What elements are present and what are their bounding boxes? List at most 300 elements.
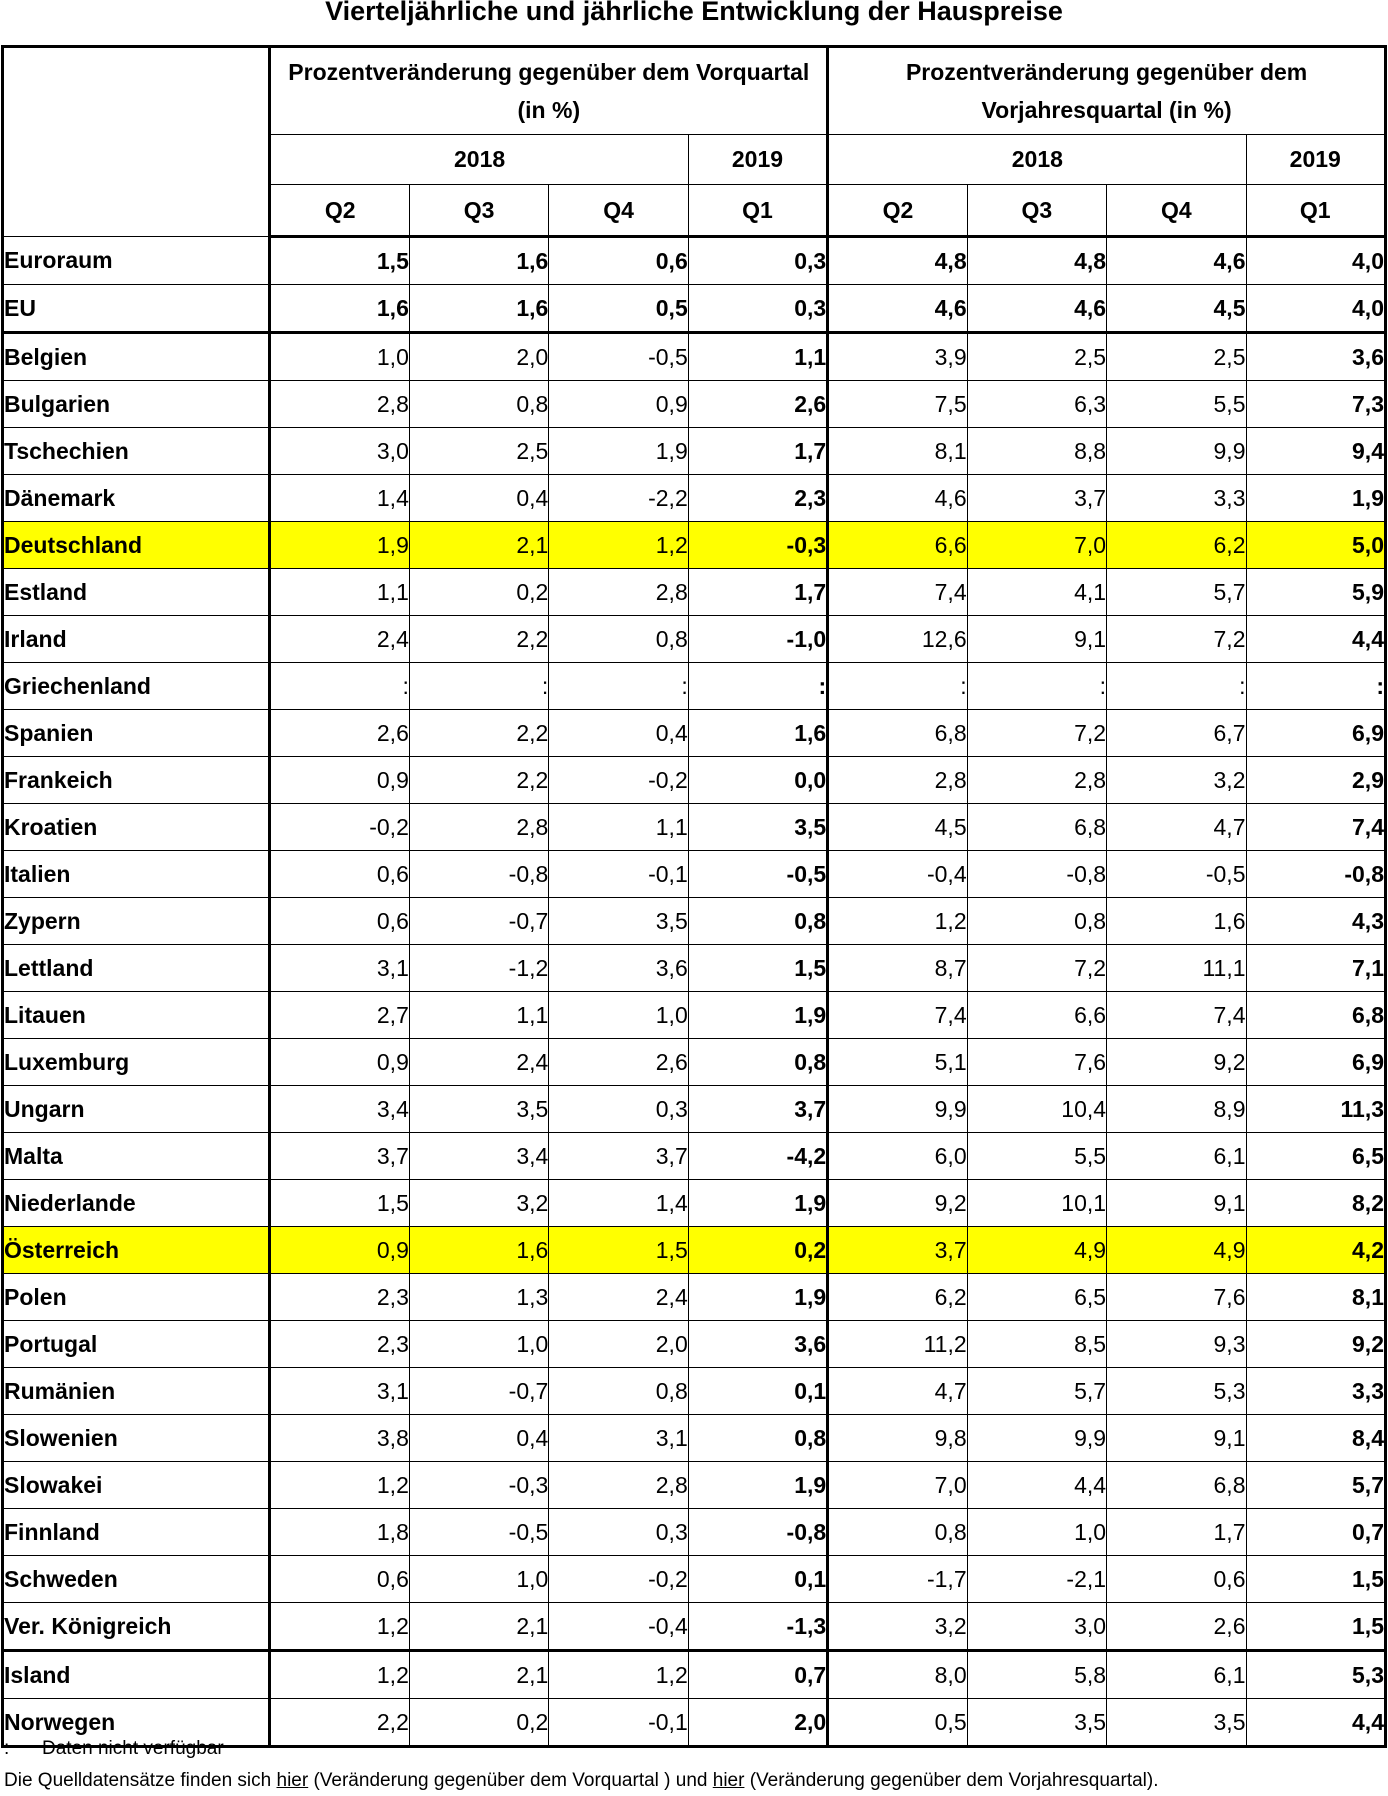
value-cell: 2,8 bbox=[828, 757, 967, 804]
footnote-source bbox=[4, 1769, 1159, 1793]
value-cell: 2,6 bbox=[549, 1039, 688, 1086]
value-cell: 3,7 bbox=[688, 1086, 827, 1133]
value-cell: -1,3 bbox=[688, 1603, 827, 1651]
value-cell: 2,1 bbox=[409, 522, 548, 569]
value-cell: 4,3 bbox=[1246, 898, 1386, 945]
value-cell: 1,1 bbox=[270, 569, 409, 616]
country-name: Slowenien bbox=[3, 1415, 270, 1462]
value-cell: 6,5 bbox=[967, 1274, 1106, 1321]
value-cell: 5,5 bbox=[1107, 381, 1246, 428]
table-row bbox=[3, 851, 1386, 898]
country-name: Malta bbox=[3, 1133, 270, 1180]
value-cell: 2,0 bbox=[688, 1699, 827, 1747]
country-name: Deutschland bbox=[3, 522, 270, 569]
year-2019-left: 2019 bbox=[688, 135, 827, 185]
value-cell: 1,5 bbox=[1246, 1603, 1386, 1651]
value-cell: : bbox=[1107, 663, 1246, 710]
value-cell: 1,7 bbox=[688, 569, 827, 616]
value-cell: -1,7 bbox=[828, 1556, 967, 1603]
value-cell: 4,8 bbox=[828, 237, 967, 285]
value-cell: -0,7 bbox=[409, 1368, 548, 1415]
quarter-header: Q1 bbox=[1246, 185, 1386, 237]
value-cell: 3,1 bbox=[549, 1415, 688, 1462]
value-cell: 3,5 bbox=[1107, 1699, 1246, 1747]
value-cell: 2,0 bbox=[409, 333, 548, 381]
value-cell: -0,3 bbox=[688, 522, 827, 569]
table-row bbox=[3, 333, 1386, 381]
value-cell: 9,1 bbox=[1107, 1415, 1246, 1462]
value-cell: 11,2 bbox=[828, 1321, 967, 1368]
value-cell: 2,8 bbox=[549, 1462, 688, 1509]
value-cell: 8,8 bbox=[967, 428, 1106, 475]
value-cell: 0,9 bbox=[270, 1227, 409, 1274]
value-cell: 8,4 bbox=[1246, 1415, 1386, 1462]
value-cell: 6,7 bbox=[1107, 710, 1246, 757]
value-cell: 2,5 bbox=[409, 428, 548, 475]
value-cell: 2,5 bbox=[967, 333, 1106, 381]
value-cell: -0,2 bbox=[549, 1556, 688, 1603]
value-cell: 0,3 bbox=[688, 285, 827, 333]
value-cell: 9,9 bbox=[967, 1415, 1106, 1462]
value-cell: 6,6 bbox=[967, 992, 1106, 1039]
value-cell: 1,8 bbox=[270, 1509, 409, 1556]
value-cell: 3,2 bbox=[409, 1180, 548, 1227]
value-cell: 4,6 bbox=[828, 475, 967, 522]
value-cell: 2,4 bbox=[409, 1039, 548, 1086]
table-row bbox=[3, 522, 1386, 569]
value-cell: 0,6 bbox=[270, 898, 409, 945]
value-cell: 2,2 bbox=[409, 757, 548, 804]
value-cell: 3,7 bbox=[967, 475, 1106, 522]
value-cell: 1,9 bbox=[1246, 475, 1386, 522]
value-cell: -0,8 bbox=[409, 851, 548, 898]
table-row bbox=[3, 428, 1386, 475]
value-cell: 9,2 bbox=[1107, 1039, 1246, 1086]
value-cell: 1,2 bbox=[549, 1651, 688, 1699]
value-cell: 5,1 bbox=[828, 1039, 967, 1086]
value-cell: : bbox=[549, 663, 688, 710]
quarter-header: Q4 bbox=[1107, 185, 1246, 237]
value-cell: 0,8 bbox=[688, 898, 827, 945]
value-cell: 2,8 bbox=[967, 757, 1106, 804]
value-cell: -0,5 bbox=[1107, 851, 1246, 898]
value-cell: 9,1 bbox=[967, 616, 1106, 663]
value-cell: 6,2 bbox=[1107, 522, 1246, 569]
value-cell: -1,2 bbox=[409, 945, 548, 992]
value-cell: 0,6 bbox=[1107, 1556, 1246, 1603]
value-cell: 1,2 bbox=[270, 1462, 409, 1509]
value-cell: -0,3 bbox=[409, 1462, 548, 1509]
value-cell: 4,1 bbox=[967, 569, 1106, 616]
value-cell: 0,9 bbox=[270, 1039, 409, 1086]
value-cell: 2,4 bbox=[270, 616, 409, 663]
table-row bbox=[3, 616, 1386, 663]
value-cell: 1,6 bbox=[1107, 898, 1246, 945]
value-cell: 1,6 bbox=[409, 1227, 548, 1274]
value-cell: -0,5 bbox=[688, 851, 827, 898]
source-text-prefix: Die Quelldatensätze finden sich bbox=[4, 1770, 277, 1791]
value-cell: 3,2 bbox=[1107, 757, 1246, 804]
value-cell: 3,0 bbox=[967, 1603, 1106, 1651]
table-row bbox=[3, 381, 1386, 428]
value-cell: 6,8 bbox=[1107, 1462, 1246, 1509]
value-cell: 9,8 bbox=[828, 1415, 967, 1462]
header-vorjahresquartal: Prozentveränderung gegenüber dem Vorjahresquartal (in %) bbox=[828, 47, 1386, 135]
value-cell: 1,4 bbox=[270, 475, 409, 522]
value-cell: 4,6 bbox=[967, 285, 1106, 333]
value-cell: 0,2 bbox=[688, 1227, 827, 1274]
country-name: Österreich bbox=[3, 1227, 270, 1274]
country-name: Norwegen bbox=[3, 1699, 270, 1747]
value-cell: 5,0 bbox=[1246, 522, 1386, 569]
value-cell: 3,0 bbox=[270, 428, 409, 475]
value-cell: : bbox=[967, 663, 1106, 710]
value-cell: 7,1 bbox=[1246, 945, 1386, 992]
value-cell: : bbox=[1246, 663, 1386, 710]
country-name: Ver. Königreich bbox=[3, 1603, 270, 1651]
value-cell: 7,5 bbox=[828, 381, 967, 428]
value-cell: -0,7 bbox=[409, 898, 548, 945]
country-name: Lettland bbox=[3, 945, 270, 992]
value-cell: 1,0 bbox=[409, 1556, 548, 1603]
table-row bbox=[3, 1180, 1386, 1227]
value-cell: 11,3 bbox=[1246, 1086, 1386, 1133]
value-cell: 3,3 bbox=[1246, 1368, 1386, 1415]
table-row bbox=[3, 1651, 1386, 1699]
value-cell: 8,1 bbox=[828, 428, 967, 475]
value-cell: 4,2 bbox=[1246, 1227, 1386, 1274]
country-name: Luxemburg bbox=[3, 1039, 270, 1086]
value-cell: 2,3 bbox=[688, 475, 827, 522]
value-cell: 3,6 bbox=[688, 1321, 827, 1368]
value-cell: 2,1 bbox=[409, 1603, 548, 1651]
value-cell: 4,8 bbox=[967, 237, 1106, 285]
country-name: Rumänien bbox=[3, 1368, 270, 1415]
value-cell: 2,7 bbox=[270, 992, 409, 1039]
value-cell: -0,5 bbox=[549, 333, 688, 381]
table-row bbox=[3, 992, 1386, 1039]
value-cell: 3,1 bbox=[270, 945, 409, 992]
value-cell: -0,2 bbox=[549, 757, 688, 804]
value-cell: 0,3 bbox=[549, 1086, 688, 1133]
value-cell: 6,8 bbox=[828, 710, 967, 757]
value-cell: -0,8 bbox=[688, 1509, 827, 1556]
value-cell: 1,9 bbox=[688, 1274, 827, 1321]
value-cell: 11,1 bbox=[1107, 945, 1246, 992]
year-2019-right: 2019 bbox=[1246, 135, 1386, 185]
value-cell: 2,8 bbox=[549, 569, 688, 616]
value-cell: 6,0 bbox=[828, 1133, 967, 1180]
value-cell: 1,1 bbox=[409, 992, 548, 1039]
country-name: Spanien bbox=[3, 710, 270, 757]
value-cell: 4,4 bbox=[1246, 1699, 1386, 1747]
country-name: Zypern bbox=[3, 898, 270, 945]
header-vorquartal: Prozentveränderung gegenüber dem Vorquartal (in %) bbox=[270, 47, 828, 135]
value-cell: 0,8 bbox=[828, 1509, 967, 1556]
value-cell: 1,9 bbox=[270, 522, 409, 569]
value-cell: -2,1 bbox=[967, 1556, 1106, 1603]
quarter-header: Q1 bbox=[688, 185, 827, 237]
value-cell: 8,9 bbox=[1107, 1086, 1246, 1133]
value-cell: 0,5 bbox=[828, 1699, 967, 1747]
value-cell: 0,9 bbox=[549, 381, 688, 428]
value-cell: 0,6 bbox=[270, 1556, 409, 1603]
table-row bbox=[3, 1556, 1386, 1603]
value-cell: 7,6 bbox=[967, 1039, 1106, 1086]
value-cell: 0,4 bbox=[549, 710, 688, 757]
value-cell: 3,4 bbox=[270, 1086, 409, 1133]
value-cell: 5,3 bbox=[1246, 1651, 1386, 1699]
value-cell: 5,5 bbox=[967, 1133, 1106, 1180]
value-cell: 1,9 bbox=[688, 992, 827, 1039]
value-cell: -0,4 bbox=[828, 851, 967, 898]
value-cell: 2,0 bbox=[549, 1321, 688, 1368]
value-cell: 4,7 bbox=[828, 1368, 967, 1415]
value-cell: -0,1 bbox=[549, 851, 688, 898]
value-cell: 6,8 bbox=[967, 804, 1106, 851]
value-cell: : bbox=[270, 663, 409, 710]
value-cell: 3,4 bbox=[409, 1133, 548, 1180]
value-cell: 0,2 bbox=[409, 569, 548, 616]
value-cell: 1,6 bbox=[270, 285, 409, 333]
table-row bbox=[3, 1462, 1386, 1509]
value-cell: 9,2 bbox=[1246, 1321, 1386, 1368]
value-cell: 3,7 bbox=[828, 1227, 967, 1274]
value-cell: 5,7 bbox=[1107, 569, 1246, 616]
value-cell: 1,7 bbox=[1107, 1509, 1246, 1556]
value-cell: 1,5 bbox=[270, 1180, 409, 1227]
value-cell: 0,6 bbox=[549, 237, 688, 285]
value-cell: 8,1 bbox=[1246, 1274, 1386, 1321]
country-name: Niederlande bbox=[3, 1180, 270, 1227]
value-cell: -1,0 bbox=[688, 616, 827, 663]
value-cell: 7,4 bbox=[1107, 992, 1246, 1039]
value-cell: 8,0 bbox=[828, 1651, 967, 1699]
value-cell: -0,5 bbox=[409, 1509, 548, 1556]
value-cell: 7,4 bbox=[828, 992, 967, 1039]
value-cell: 0,3 bbox=[549, 1509, 688, 1556]
value-cell: 1,0 bbox=[549, 992, 688, 1039]
value-cell: 2,9 bbox=[1246, 757, 1386, 804]
value-cell: 1,0 bbox=[409, 1321, 548, 1368]
value-cell: 0,3 bbox=[688, 237, 827, 285]
country-name: Slowakei bbox=[3, 1462, 270, 1509]
value-cell: 6,9 bbox=[1246, 710, 1386, 757]
value-cell: 5,9 bbox=[1246, 569, 1386, 616]
table-row bbox=[3, 1415, 1386, 1462]
value-cell: 1,4 bbox=[549, 1180, 688, 1227]
value-cell: : bbox=[409, 663, 548, 710]
value-cell: 3,1 bbox=[270, 1368, 409, 1415]
table-row bbox=[3, 1133, 1386, 1180]
table-row bbox=[3, 1227, 1386, 1274]
value-cell: 1,9 bbox=[688, 1462, 827, 1509]
value-cell: 7,2 bbox=[967, 945, 1106, 992]
value-cell: 0,5 bbox=[549, 285, 688, 333]
value-cell: 1,5 bbox=[549, 1227, 688, 1274]
value-cell: 0,4 bbox=[409, 475, 548, 522]
quarter-header: Q3 bbox=[409, 185, 548, 237]
value-cell: 1,1 bbox=[549, 804, 688, 851]
value-cell: 8,7 bbox=[828, 945, 967, 992]
value-cell: 2,5 bbox=[1107, 333, 1246, 381]
value-cell: : bbox=[828, 663, 967, 710]
country-name: Portugal bbox=[3, 1321, 270, 1368]
value-cell: 4,6 bbox=[828, 285, 967, 333]
value-cell: -0,1 bbox=[549, 1699, 688, 1747]
value-cell: 6,3 bbox=[967, 381, 1106, 428]
not-available-text: Daten nicht verfügbar bbox=[42, 1738, 224, 1759]
value-cell: 3,5 bbox=[688, 804, 827, 851]
year-2018-right: 2018 bbox=[828, 135, 1246, 185]
value-cell: 0,0 bbox=[688, 757, 827, 804]
value-cell: : bbox=[688, 663, 827, 710]
value-cell: -4,2 bbox=[688, 1133, 827, 1180]
country-name: Finnland bbox=[3, 1509, 270, 1556]
table-row bbox=[3, 1368, 1386, 1415]
value-cell: 2,2 bbox=[409, 710, 548, 757]
table-row bbox=[3, 237, 1386, 285]
value-cell: 4,5 bbox=[1107, 285, 1246, 333]
value-cell: 0,8 bbox=[409, 381, 548, 428]
table-row bbox=[3, 1603, 1386, 1651]
value-cell: 6,2 bbox=[828, 1274, 967, 1321]
table-row bbox=[3, 285, 1386, 333]
value-cell: 0,7 bbox=[688, 1651, 827, 1699]
value-cell: 0,7 bbox=[1246, 1509, 1386, 1556]
value-cell: 2,3 bbox=[270, 1274, 409, 1321]
table-row bbox=[3, 663, 1386, 710]
country-name: Schweden bbox=[3, 1556, 270, 1603]
value-cell: 4,5 bbox=[828, 804, 967, 851]
value-cell: 5,7 bbox=[967, 1368, 1106, 1415]
value-cell: 0,4 bbox=[409, 1415, 548, 1462]
value-cell: 6,9 bbox=[1246, 1039, 1386, 1086]
value-cell: 7,0 bbox=[828, 1462, 967, 1509]
table-row bbox=[3, 1274, 1386, 1321]
country-name: Griechenland bbox=[3, 663, 270, 710]
source-text-mid: (Veränderung gegenüber dem Vorquartal ) und bbox=[308, 1770, 713, 1791]
value-cell: 2,3 bbox=[270, 1321, 409, 1368]
country-name: Ungarn bbox=[3, 1086, 270, 1133]
value-cell: 2,1 bbox=[409, 1651, 548, 1699]
value-cell: 6,1 bbox=[1107, 1133, 1246, 1180]
value-cell: 6,5 bbox=[1246, 1133, 1386, 1180]
value-cell: 4,4 bbox=[967, 1462, 1106, 1509]
value-cell: 1,7 bbox=[688, 428, 827, 475]
value-cell: 5,3 bbox=[1107, 1368, 1246, 1415]
quarter-header: Q2 bbox=[270, 185, 409, 237]
value-cell: 0,8 bbox=[967, 898, 1106, 945]
country-name: Belgien bbox=[3, 333, 270, 381]
value-cell: -0,4 bbox=[549, 1603, 688, 1651]
value-cell: 10,4 bbox=[967, 1086, 1106, 1133]
value-cell: 3,6 bbox=[1246, 333, 1386, 381]
value-cell: 0,8 bbox=[549, 616, 688, 663]
country-name: Irland bbox=[3, 616, 270, 663]
country-name: Litauen bbox=[3, 992, 270, 1039]
quarter-header: Q2 bbox=[828, 185, 967, 237]
value-cell: 5,7 bbox=[1246, 1462, 1386, 1509]
value-cell: 0,9 bbox=[270, 757, 409, 804]
value-cell: -0,8 bbox=[1246, 851, 1386, 898]
value-cell: -0,8 bbox=[967, 851, 1106, 898]
value-cell: 2,8 bbox=[270, 381, 409, 428]
value-cell: 4,0 bbox=[1246, 237, 1386, 285]
value-cell: 8,2 bbox=[1246, 1180, 1386, 1227]
quarter-header: Q3 bbox=[967, 185, 1106, 237]
value-cell: -0,2 bbox=[270, 804, 409, 851]
country-name: Estland bbox=[3, 569, 270, 616]
value-cell: 3,2 bbox=[828, 1603, 967, 1651]
value-cell: 9,9 bbox=[1107, 428, 1246, 475]
page-title: Vierteljährliche und jährliche Entwicklung der Hauspreise bbox=[325, 0, 1063, 26]
value-cell: 1,6 bbox=[409, 237, 548, 285]
house-price-table bbox=[1, 45, 1387, 1748]
table-row bbox=[3, 1509, 1386, 1556]
value-cell: 3,8 bbox=[270, 1415, 409, 1462]
value-cell: 7,6 bbox=[1107, 1274, 1246, 1321]
value-cell: 1,1 bbox=[688, 333, 827, 381]
country-name: Polen bbox=[3, 1274, 270, 1321]
source-link-vorjahresquartal[interactable]: hier bbox=[712, 1770, 745, 1791]
table-body bbox=[3, 237, 1386, 1747]
value-cell: 7,3 bbox=[1246, 381, 1386, 428]
value-cell: 1,0 bbox=[270, 333, 409, 381]
source-link-vorquartal[interactable]: hier bbox=[276, 1770, 309, 1791]
value-cell: 1,2 bbox=[549, 522, 688, 569]
country-name: Dänemark bbox=[3, 475, 270, 522]
value-cell: 2,4 bbox=[549, 1274, 688, 1321]
value-cell: 0,8 bbox=[549, 1368, 688, 1415]
value-cell: 1,5 bbox=[1246, 1556, 1386, 1603]
country-name: Island bbox=[3, 1651, 270, 1699]
value-cell: 3,3 bbox=[1107, 475, 1246, 522]
country-name: EU bbox=[3, 285, 270, 333]
year-2018-left: 2018 bbox=[270, 135, 688, 185]
value-cell: 3,7 bbox=[270, 1133, 409, 1180]
value-cell: 1,2 bbox=[828, 898, 967, 945]
value-cell: 0,8 bbox=[688, 1415, 827, 1462]
value-cell: 6,6 bbox=[828, 522, 967, 569]
value-cell: 9,1 bbox=[1107, 1180, 1246, 1227]
value-cell: 3,7 bbox=[549, 1133, 688, 1180]
value-cell: 4,9 bbox=[967, 1227, 1106, 1274]
table-row bbox=[3, 1086, 1386, 1133]
value-cell: 9,4 bbox=[1246, 428, 1386, 475]
country-name: Frankeich bbox=[3, 757, 270, 804]
value-cell: 7,4 bbox=[1246, 804, 1386, 851]
table-row bbox=[3, 757, 1386, 804]
value-cell: 3,5 bbox=[549, 898, 688, 945]
value-cell: 1,9 bbox=[549, 428, 688, 475]
value-cell: 2,2 bbox=[409, 616, 548, 663]
value-cell: 1,5 bbox=[270, 237, 409, 285]
value-cell: 1,2 bbox=[270, 1651, 409, 1699]
table-row bbox=[3, 804, 1386, 851]
value-cell: 3,6 bbox=[549, 945, 688, 992]
value-cell: 0,1 bbox=[688, 1368, 827, 1415]
value-cell: 2,6 bbox=[688, 381, 827, 428]
not-available-symbol: : bbox=[4, 1738, 10, 1759]
footnote-legend bbox=[4, 1737, 224, 1761]
value-cell: 4,7 bbox=[1107, 804, 1246, 851]
value-cell: 1,9 bbox=[688, 1180, 827, 1227]
value-cell: 4,9 bbox=[1107, 1227, 1246, 1274]
table-row bbox=[3, 1039, 1386, 1086]
value-cell: 0,6 bbox=[270, 851, 409, 898]
value-cell: 2,6 bbox=[1107, 1603, 1246, 1651]
